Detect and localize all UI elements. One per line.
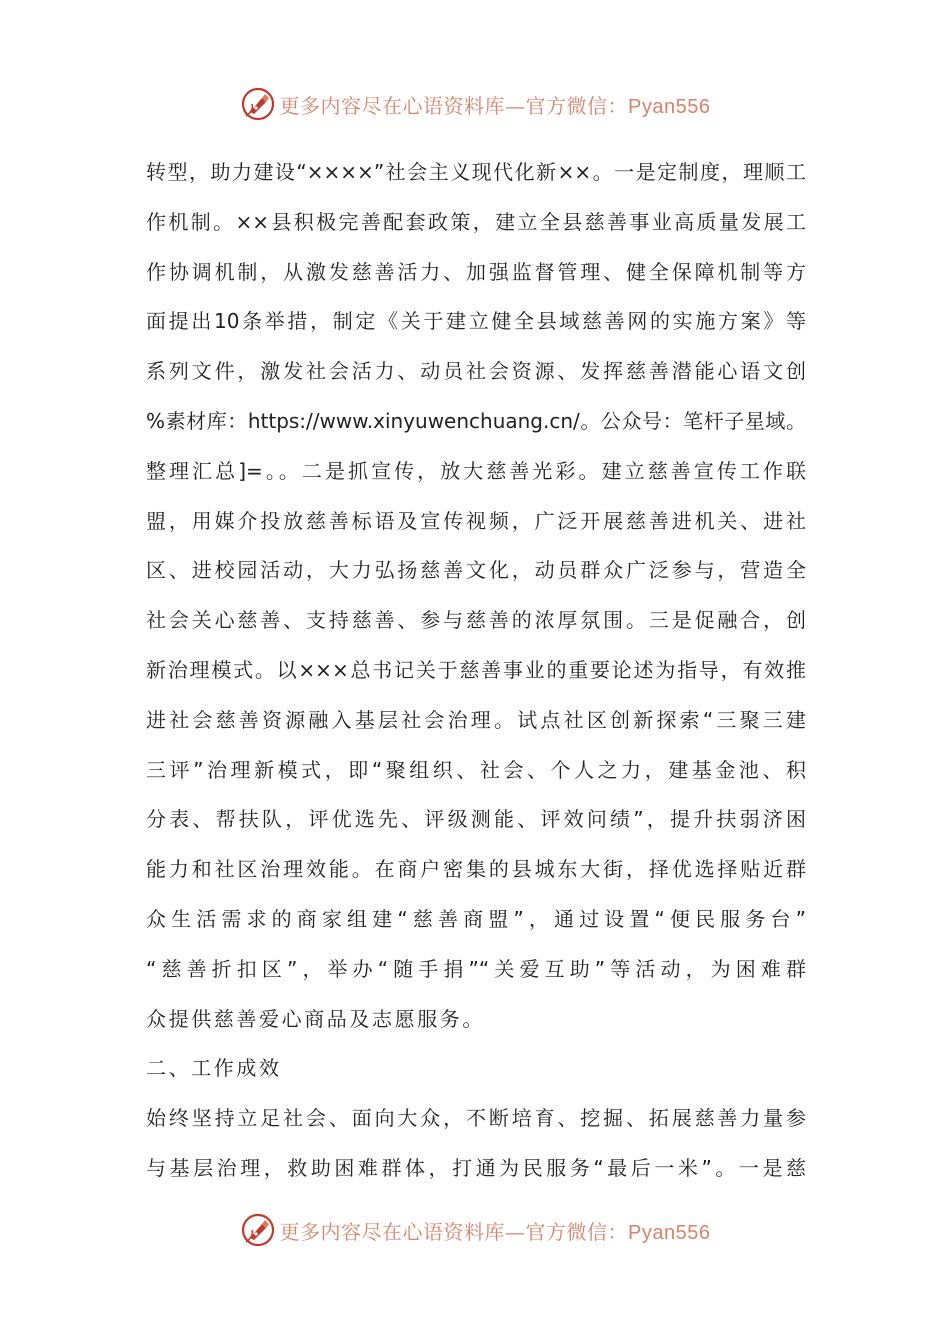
- header-watermark-banner: [0, 84, 950, 124]
- body-line: 进社会慈善资源融入基层社会治理。试点社区创新探索“三聚三建: [146, 707, 806, 732]
- body-line: 作协调机制，从激发慈善活力、加强监督管理、健全保障机制等方: [146, 259, 806, 284]
- body-line: 整理汇总]=。。二是抓宣传，放大慈善光彩。建立慈善宣传工作联: [146, 458, 806, 483]
- body-line: 区、进校园活动，大力弘扬慈善文化，动员群众广泛参与，营造全: [146, 558, 806, 583]
- body-line: 能力和社区治理效能。在商户密集的县城东大街，择优选择贴近群: [146, 857, 806, 882]
- body-line: 社会关心慈善、支持慈善、参与慈善的浓厚氛围。三是促融合，创: [146, 608, 806, 633]
- section-heading: 二、工作成效: [146, 1056, 282, 1081]
- header-banner-text: 更多内容尽在心语资料库—官方微信：Pyan556: [279, 93, 711, 118]
- body-line: 面提出10条举措，制定《关于建立健全县域慈善网的实施方案》等: [146, 309, 806, 334]
- body-line: 始终坚持立足社会、面向大众，不断培育、挖掘、拓展慈善力量参: [146, 1106, 806, 1131]
- document-body: [146, 148, 806, 1194]
- body-line: “慈善折扣区”，举办“随手捐”“关爱互助”等活动，为困难群: [146, 956, 806, 981]
- body-line: 众生活需求的商家组建“慈善商盟”，通过设置“便民服务台”: [146, 906, 806, 931]
- body-line: 分表、帮扶队，评优选先、评级测能、评效问绩”，提升扶弱济困: [146, 807, 806, 832]
- body-line: 作机制。××县积极完善配套政策，建立全县慈善事业高质量发展工: [146, 209, 806, 234]
- body-line: 众提供慈善爱心商品及志愿服务。: [146, 1006, 485, 1031]
- footer-banner-text: 更多内容尽在心语资料库—官方微信：Pyan556: [279, 1219, 711, 1244]
- body-line: 系列文件，激发社会活力、动员社会资源、发挥慈善潜能心语文创: [146, 359, 806, 384]
- wechat-id: Pyan556: [628, 95, 711, 118]
- body-line: 盟，用媒介投放慈善标语及宣传视频，广泛开展慈善进机关、进社: [146, 508, 806, 533]
- pen-nib-logo-icon: [240, 1212, 276, 1248]
- body-line: 与基层治理，救助困难群体，打通为民服务“最后一米”。一是慈: [146, 1155, 806, 1180]
- body-line: 新治理模式。以×××总书记关于慈善事业的重要论述为指导，有效推: [146, 657, 806, 682]
- pen-nib-logo-icon: [240, 86, 276, 122]
- body-line: 转型，助力建设“××××”社会主义现代化新××。一是定制度，理顺工: [146, 160, 806, 184]
- body-line: 三评”治理新模式，即“聚组织、社会、个人之力，建基金池、积: [146, 757, 806, 782]
- wechat-id: Pyan556: [628, 1221, 711, 1244]
- body-line: %素材库：https://www.xinyuwenchuang.cn/。公众号：笔杆子星域。: [146, 408, 806, 433]
- footer-watermark-banner: [0, 1210, 950, 1250]
